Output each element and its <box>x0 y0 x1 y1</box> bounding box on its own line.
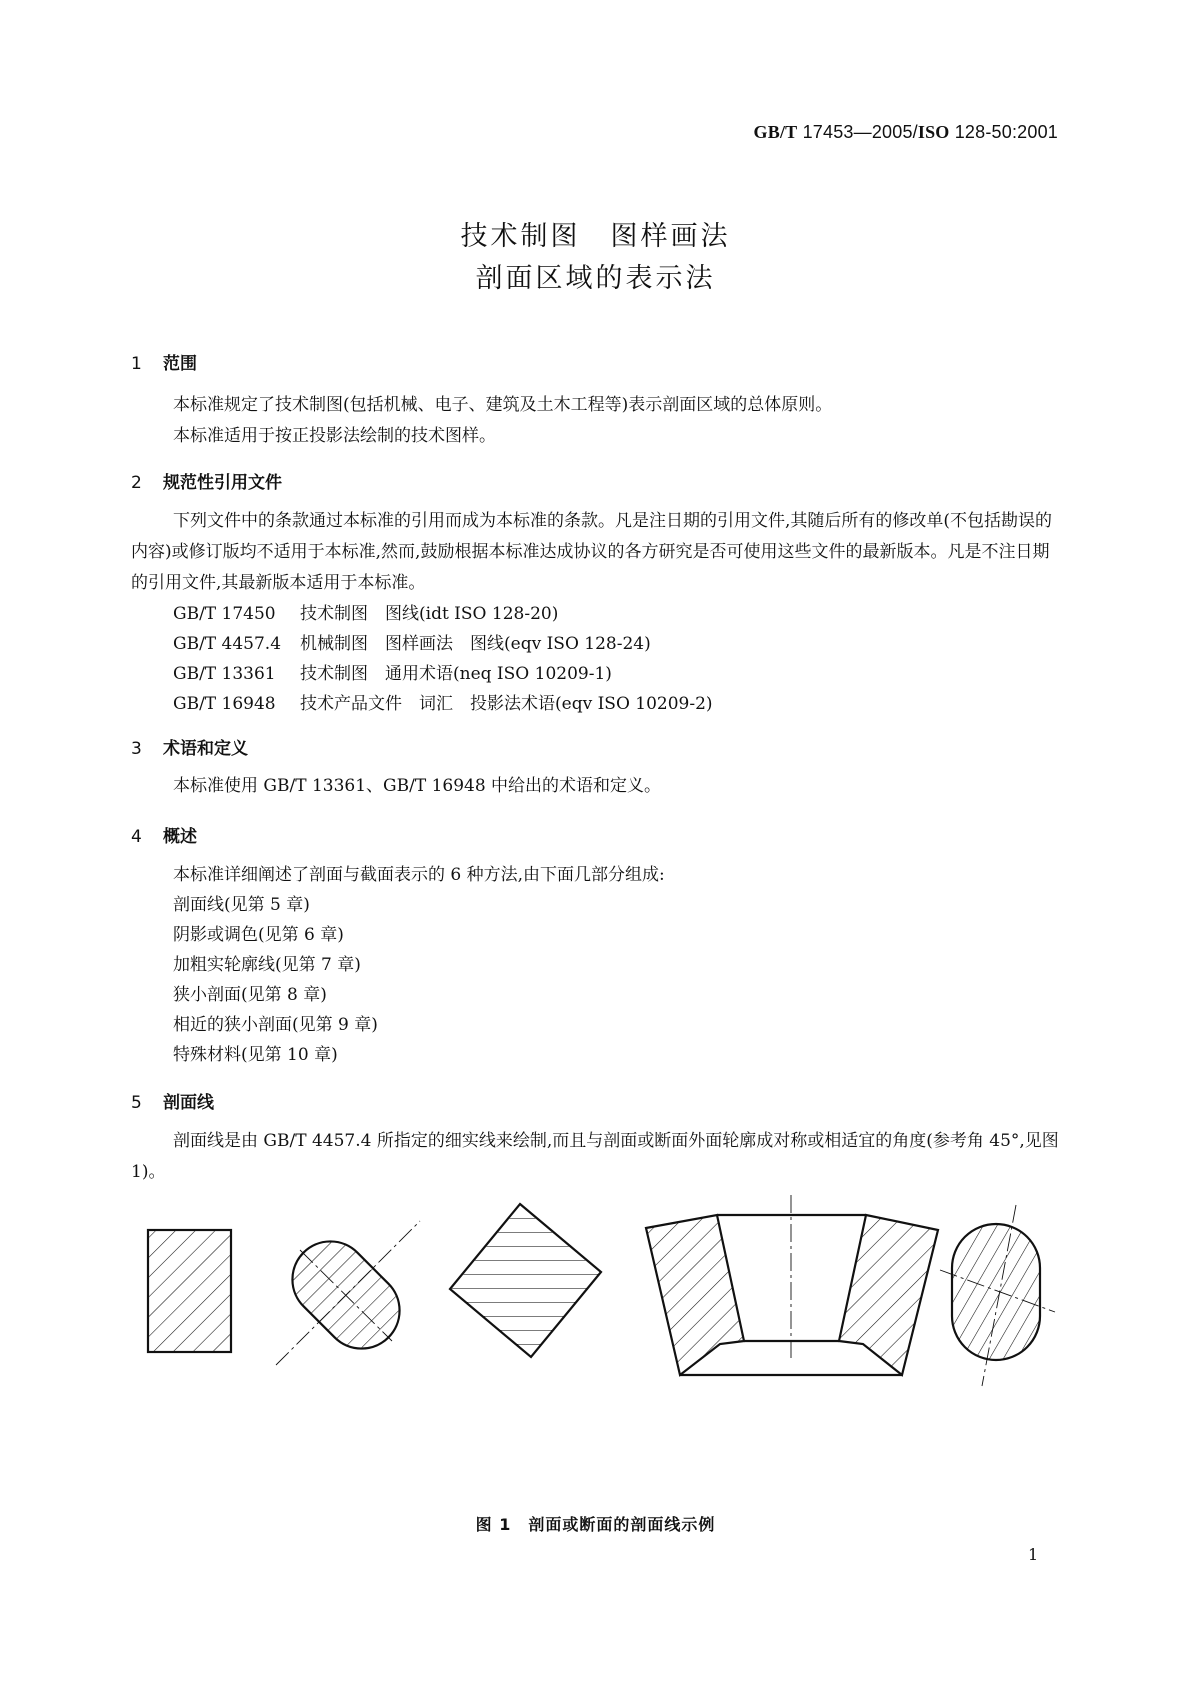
title-line-2: 剖面区域的表示法 <box>475 263 716 294</box>
reference-item: GB/T 4457.4 机械制图 图样画法 图线(eqv ISO 128-24) <box>173 634 651 654</box>
section-2-paragraph: 下列文件中的条款通过本标准的引用而成为本标准的条款。凡是注日期的引用文件,其随后所有的修改单(不包括勘误的内容)或修订版均不适用于本标准,然而,鼓励根据本标准达成协议的各方研究是否可使用这些文件的最新版本。凡是不注日期的引用文件,其最新版本适用于本标准。 <box>131 511 1053 593</box>
section-1-paragraph-2: 本标准适用于按正投影法绘制的技术图样。 <box>173 426 496 446</box>
list-item: 加粗实轮廓线(见第 7 章) <box>173 955 361 975</box>
section-2-heading: 2 规范性引用文件 <box>131 473 282 493</box>
standard-code: GB/T 17453—2005/ISO 128-50:2001 <box>753 122 1058 142</box>
hatched-rotated-stadium <box>276 1221 420 1365</box>
list-item: 阴影或调色(见第 6 章) <box>173 925 344 945</box>
list-item: 狭小剖面(见第 8 章) <box>173 985 327 1005</box>
section-5-heading: 5 剖面线 <box>131 1093 214 1113</box>
hatched-trapezoid-section <box>646 1195 938 1375</box>
list-item: 剖面线(见第 5 章) <box>173 895 310 915</box>
section-4-paragraph: 本标准详细阐述了剖面与截面表示的 6 种方法,由下面几部分组成: <box>173 865 665 885</box>
hatched-rectangle <box>148 1230 231 1352</box>
section-4-heading: 4 概述 <box>131 827 197 847</box>
reference-item: GB/T 16948 技术产品文件 词汇 投影法术语(eqv ISO 10209-2) <box>173 694 713 714</box>
hatched-rotated-square <box>450 1204 601 1357</box>
figure-caption: 图 1 剖面或断面的剖面线示例 <box>475 1515 716 1534</box>
section-1-paragraph-1: 本标准规定了技术制图(包括机械、电子、建筑及土木工程等)表示剖面区域的总体原则。 <box>173 395 833 415</box>
title-line-1: 技术制图 图样画法 <box>460 221 731 252</box>
list-item: 相近的狭小剖面(见第 9 章) <box>173 1015 378 1035</box>
section-3-heading: 3 术语和定义 <box>131 739 248 759</box>
reference-item: GB/T 13361 技术制图 通用术语(neq ISO 10209-1) <box>173 664 612 684</box>
list-item: 特殊材料(见第 10 章) <box>173 1045 338 1065</box>
section-3-paragraph: 本标准使用 GB/T 13361、GB/T 16948 中给出的术语和定义。 <box>173 776 662 796</box>
reference-item: GB/T 17450 技术制图 图线(idt ISO 128-20) <box>173 604 559 624</box>
page-number: 1 <box>1028 1545 1039 1564</box>
section-1-heading: 1 范围 <box>131 354 197 374</box>
section-5-paragraph: 剖面线是由 GB/T 4457.4 所指定的细实线来绘制,而且与剖面或断面外面轮廓成对称或相适宜的角度(参考角 45°,见图 1)。 <box>131 1131 1059 1182</box>
hatched-vertical-stadium <box>940 1205 1055 1386</box>
